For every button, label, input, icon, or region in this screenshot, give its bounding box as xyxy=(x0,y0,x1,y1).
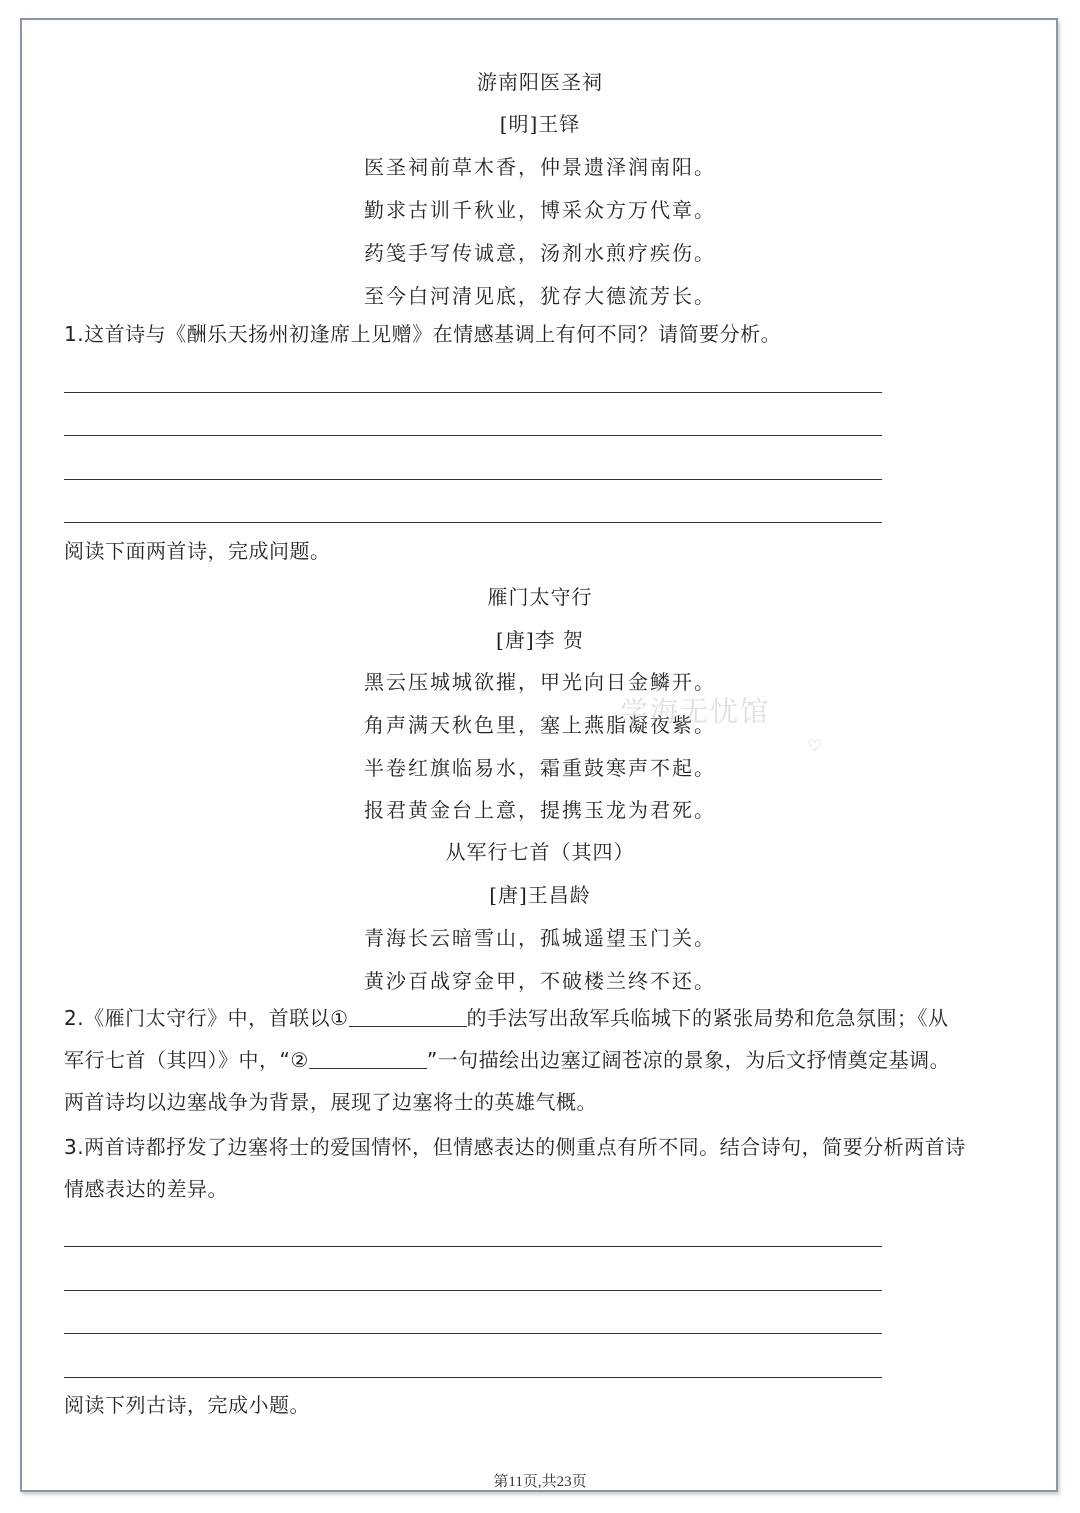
poem2-line: 半卷红旗临易水，霜重鼓寒声不起。 xyxy=(364,756,716,780)
poem1-line: 至今白河清见底，犹存大德流芳长。 xyxy=(364,284,716,308)
fill-blank-1[interactable] xyxy=(349,1004,467,1027)
answer-line[interactable] xyxy=(64,479,882,480)
question-2-line-2 xyxy=(64,1039,1024,1081)
question-3 xyxy=(64,1126,1024,1210)
poem2-line: 报君黄金台上意，提携玉龙为君死。 xyxy=(364,798,716,822)
answer-line[interactable] xyxy=(64,1377,882,1378)
answer-line[interactable] xyxy=(64,1246,882,1247)
instruction-1: 阅读下面两首诗，完成问题。 xyxy=(64,539,331,563)
q2-text: 2.《雁门太守行》中，首联以 xyxy=(64,1006,331,1030)
question-2 xyxy=(64,997,1024,1123)
poem1-line: 勤求古训千秋业，博采众方万代章。 xyxy=(364,198,716,222)
blank-marker-1: ① xyxy=(330,1006,349,1030)
poem1-author: [明]王铎 xyxy=(499,112,581,136)
answer-line[interactable] xyxy=(64,435,882,436)
q2-text: 军行七首（其四）》中，“ xyxy=(64,1048,291,1072)
page-number: 第11页,共23页 xyxy=(493,1474,587,1490)
question-2-line-1 xyxy=(64,997,1024,1039)
fill-blank-2[interactable] xyxy=(309,1046,427,1069)
poem3-line: 黄沙百战穿金甲，不破楼兰终不还。 xyxy=(364,969,716,993)
question-1: 1.这首诗与《酬乐天扬州初逢席上见赠》在情感基调上有何不同？请简要分析。 xyxy=(64,322,782,346)
poem1-line: 医圣祠前草木香，仲景遗泽润南阳。 xyxy=(364,155,716,179)
question-3-line-1: 3.两首诗都抒发了边塞将士的爱国情怀，但情感表达的侧重点有所不同。结合诗句，简要分析两首诗 xyxy=(64,1135,966,1159)
instruction-2: 阅读下列古诗，完成小题。 xyxy=(64,1393,310,1417)
poem3-line: 青海长云暗雪山，孤城遥望玉门关。 xyxy=(364,926,716,950)
answer-line[interactable] xyxy=(64,1333,882,1334)
answer-line[interactable] xyxy=(64,1290,882,1291)
poem3-title: 从军行七首（其四） xyxy=(445,840,635,864)
poem1-title: 游南阳医圣祠 xyxy=(477,70,603,94)
heart-icon: ♡ xyxy=(808,736,823,755)
blank-marker-2: ② xyxy=(290,1048,309,1072)
question-3-line-2: 情感表达的差异。 xyxy=(64,1177,228,1201)
poem2-line: 黑云压城城欲摧，甲光向日金鳞开。 xyxy=(364,670,716,694)
poem1-line: 药笺手写传诚意，汤剂水煎疗疾伤。 xyxy=(364,241,716,265)
poem3-author: [唐]王昌龄 xyxy=(489,883,591,907)
poem2-title: 雁门太守行 xyxy=(487,585,593,609)
poem2-line: 角声满天秋色里，塞上燕脂凝夜紫。 xyxy=(364,713,716,737)
poem2-author: [唐]李 贺 xyxy=(496,628,584,652)
answer-line[interactable] xyxy=(64,392,882,393)
watermark: 学海无忧馆 xyxy=(620,695,771,728)
q2-text: 的手法写出敌军兵临城下的紧张局势和危急氛围；《从 xyxy=(466,1006,949,1030)
q2-text: ”一句描绘出边塞辽阔苍凉的景象，为后文抒情奠定基调。 xyxy=(426,1048,951,1072)
answer-line[interactable] xyxy=(64,522,882,523)
question-2-line-3: 两首诗均以边塞战争为背景，展现了边塞将士的英雄气概。 xyxy=(64,1090,597,1114)
